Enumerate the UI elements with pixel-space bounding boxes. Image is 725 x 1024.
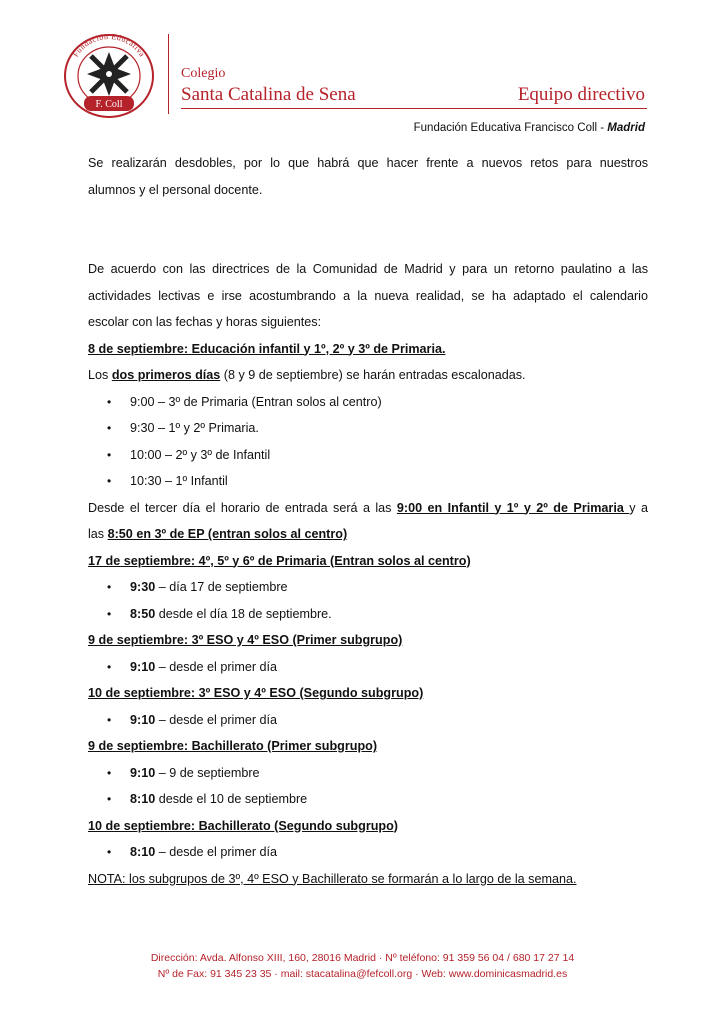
item-time: 9:10 [130, 659, 156, 674]
list-item [88, 760, 648, 787]
item-text: – desde el primer día [155, 845, 278, 859]
item-time: 9:30 [130, 580, 156, 594]
staggered-list [88, 389, 648, 495]
section-heading: 9 de septiembre: Bachillerato (Primer subgrupo) [88, 739, 378, 753]
item-time: 9:10 [130, 765, 156, 780]
item-text: desde el día 18 de septiembre. [155, 606, 332, 621]
first-days-bold: dos primeros días [111, 368, 221, 382]
section-list [88, 654, 648, 681]
list-item: • 9:00 – 3º de Primaria (Entran solos al centro) [88, 389, 648, 416]
list-item [88, 601, 648, 628]
third-day-mid: y a [629, 500, 648, 515]
first-days-line [88, 362, 648, 389]
third-day-line-2 [88, 521, 648, 548]
logo-arc-text: Fundación Educativa [71, 31, 147, 59]
third-day-pre: Desde el tercer día el horario de entrada será a las [88, 500, 397, 515]
item-text: desde el 10 de septiembre [155, 792, 308, 806]
section-list [88, 839, 648, 866]
list-item [88, 654, 648, 681]
item-time: 9:10 [130, 712, 156, 727]
header-divider [181, 108, 647, 109]
item-time: 8:10 [130, 845, 156, 859]
section-heading: 10 de septiembre: Bachillerato (Segundo subgrupo) [88, 818, 398, 833]
paragraph-1-line-2: alumnos y el personal docente. [88, 182, 263, 197]
list-item [88, 786, 648, 813]
logo-badge-text: F. Coll [95, 99, 123, 110]
section-list [88, 707, 648, 734]
third-day-line-2-pre: las [88, 527, 108, 541]
list-item: • 10:30 – 1º Infantil [88, 468, 648, 495]
school-label: Colegio [181, 66, 226, 81]
paragraph-1-line-1: Se realizarán desdobles, por lo que habrá que hacer frente a nuevos retos para nuestros [88, 156, 648, 170]
paragraph-2-line-3: escolar con las fechas y horas siguientes: [88, 315, 322, 329]
sep8-heading: 8 de septiembre: Educación infantil y 1º, 2º y 3º de Primaria. [88, 341, 446, 356]
first-days-post: (8 y 9 de septiembre) se harán entradas escalonadas. [220, 368, 526, 382]
third-day-line-1 [88, 495, 648, 522]
school-name: Santa Catalina de Sena [181, 84, 356, 105]
section-list [88, 574, 648, 627]
item-text: – 9 de septiembre [155, 765, 260, 780]
list-item [88, 707, 648, 734]
foundation-line [414, 122, 645, 134]
item-time: 8:10 [130, 792, 156, 806]
logo-cross [87, 52, 131, 96]
item-text: – desde el primer día [155, 712, 278, 727]
team-title: Equipo directivo [517, 84, 645, 105]
note: NOTA: los subgrupos de 3º, 4º ESO y Bachillerato se formarán a lo largo de la semana. [88, 871, 577, 886]
section-heading: 10 de septiembre: 3º ESO y 4º ESO (Segundo subgrupo) [88, 686, 424, 700]
section-heading: 17 de septiembre: 4º, 5º y 6º de Primaria (Entran solos al centro) [88, 553, 471, 568]
foundation-city: Madrid [607, 122, 645, 134]
item-time: 8:50 [130, 606, 156, 621]
school-logo [58, 30, 160, 118]
section-list [88, 760, 648, 813]
footer-address-line: Dirección: Avda. Alfonso XIII, 160, 28016 Madrid · Nº teléfono: 91 359 56 04 / 680 17 27 14 [150, 952, 575, 964]
letter-body [88, 150, 648, 892]
footer [0, 950, 725, 982]
footer-contact-line: Nº de Fax: 91 345 23 35 · mail: stacatalina@fefcoll.org · Web: www.dominicasmadrid.es [157, 968, 568, 980]
foundation-name: Fundación Educativa Francisco Coll - [413, 122, 608, 134]
list-item [88, 574, 648, 601]
third-day-bold-1: 9:00 en Infantil y 1º y 2º de Primaria [396, 500, 630, 515]
paragraph-2-line-2: actividades lectivas e irse acostumbrando a la nueva realidad, se ha adaptado el calendario [88, 288, 648, 303]
list-item: • 9:30 – 1º y 2º Primaria. [88, 415, 648, 442]
section-heading: 9 de septiembre: 3º ESO y 4º ESO (Primer subgrupo) [88, 633, 403, 647]
first-days-pre: Los [88, 368, 112, 382]
item-text: – día 17 de septiembre [155, 580, 288, 594]
paragraph-2-line-1: De acuerdo con las directrices de la Comunidad de Madrid y para un retorno paulatino a las [88, 262, 648, 276]
third-day-bold-2: 8:50 en 3º de EP (entran solos al centro) [107, 527, 348, 541]
list-item: • 10:00 – 2º y 3º de Infantil [88, 442, 648, 469]
header-vertical-divider [168, 34, 169, 114]
list-item [88, 839, 648, 866]
item-text: – desde el primer día [155, 659, 278, 674]
